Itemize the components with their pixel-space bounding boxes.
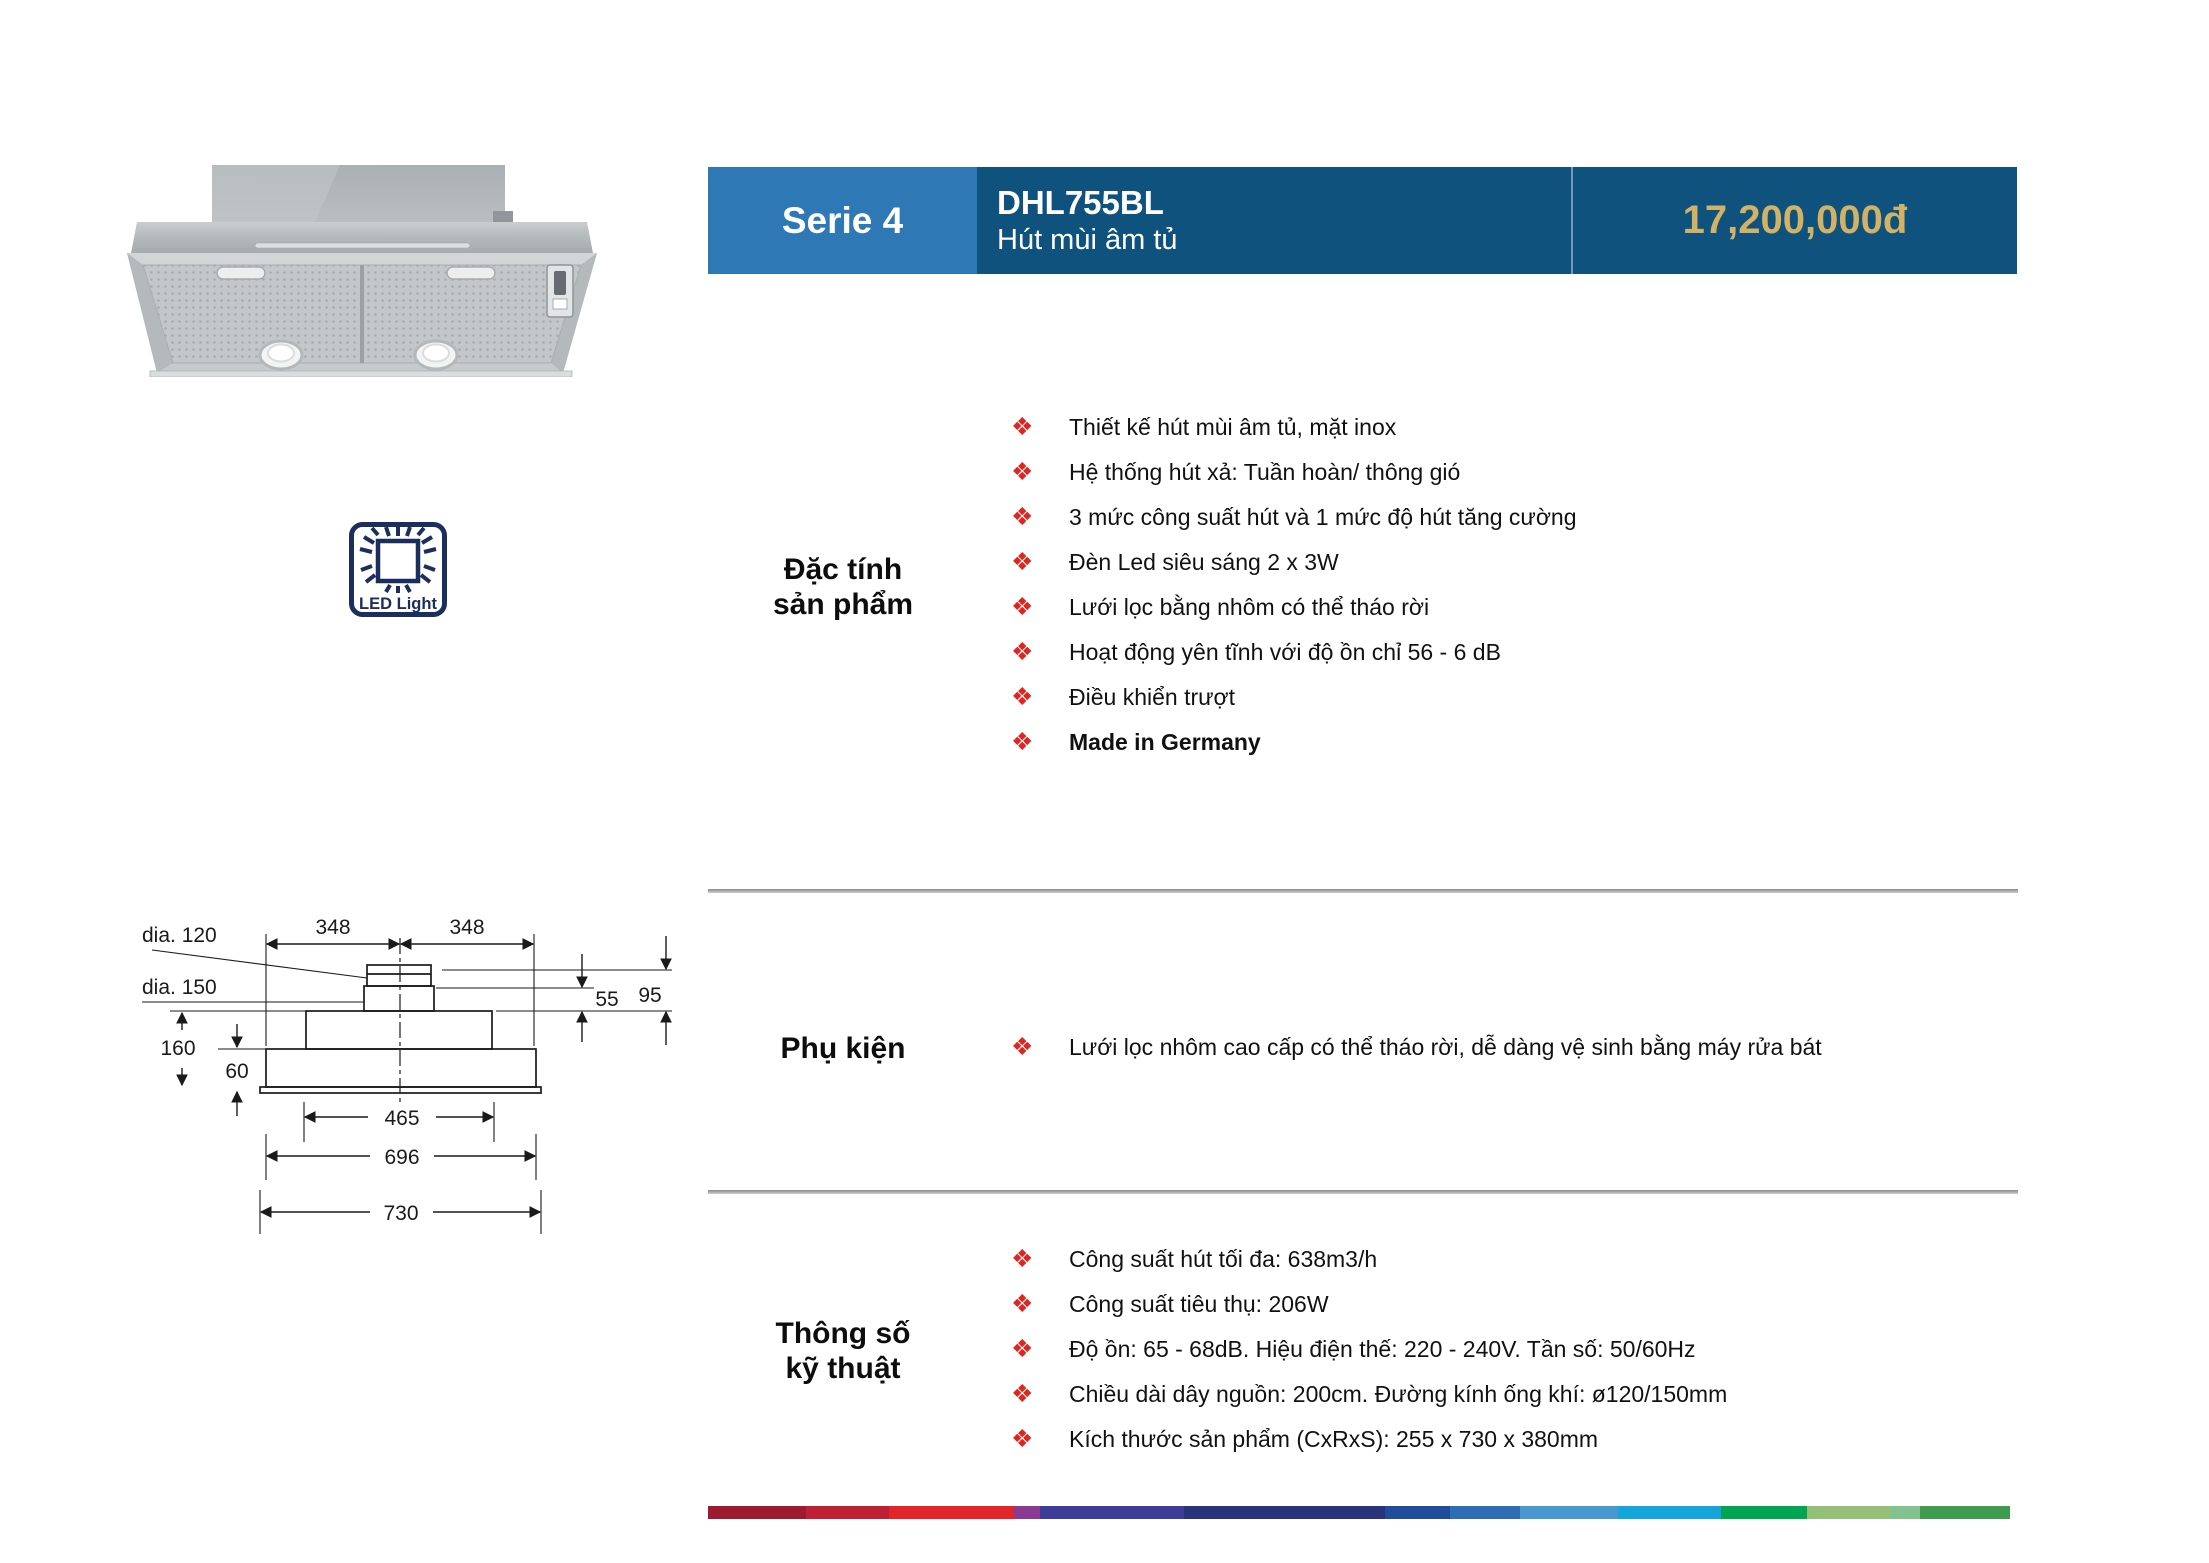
model-code: DHL755BL xyxy=(997,183,1164,221)
product-photo xyxy=(127,115,597,377)
footer-bar-segment xyxy=(1014,1506,1040,1519)
dim-348-right: 348 xyxy=(449,916,485,939)
dimension-drawing xyxy=(130,890,690,1260)
product-type: Hút mùi âm tủ xyxy=(997,223,1178,256)
features-section-title xyxy=(740,552,946,622)
dim-55: 55 xyxy=(595,988,619,1011)
footer-bar-segment xyxy=(806,1506,889,1519)
features-list xyxy=(1003,405,2033,765)
accessory-text: Lưới lọc nhôm cao cấp có thể tháo rời, dễ dàng vệ sinh bằng máy rửa bát xyxy=(1069,1034,1822,1060)
dim-160: 160 xyxy=(160,1037,196,1060)
footer-bar-segment xyxy=(1040,1506,1185,1519)
spec-text: Công suất hút tối đa: 638m3/h xyxy=(1069,1246,1378,1272)
feature-item xyxy=(1003,405,2033,450)
footer-bar-segment xyxy=(1721,1506,1807,1519)
spec-item xyxy=(1003,1417,2033,1462)
dimension-labels xyxy=(142,916,662,1225)
diamond-bullet-icon: ❖ xyxy=(1011,1245,1034,1273)
led-light-badge xyxy=(348,521,448,618)
dim-60: 60 xyxy=(225,1060,249,1083)
dimension-lines xyxy=(182,936,666,1212)
spec-item xyxy=(1003,1237,2033,1282)
feature-text: Hoạt động yên tĩnh với độ ồn chỉ 56 - 6 dB xyxy=(1069,639,1501,665)
diamond-bullet-icon: ❖ xyxy=(1011,593,1034,621)
spec-item xyxy=(1003,1282,2033,1327)
led-badge-label: LED Light xyxy=(359,595,437,613)
specs-section-title xyxy=(740,1316,946,1386)
feature-text: Made in Germany xyxy=(1069,729,1261,755)
diamond-bullet-icon: ❖ xyxy=(1011,1335,1034,1363)
diamond-bullet-icon: ❖ xyxy=(1011,728,1034,756)
footer-bar-segment xyxy=(1450,1506,1520,1519)
diamond-bullet-icon: ❖ xyxy=(1011,458,1034,486)
diamond-bullet-icon: ❖ xyxy=(1011,503,1034,531)
footer-gradient-bar xyxy=(708,1506,2010,1519)
footer-bar-segment xyxy=(1618,1506,1721,1519)
features-title-line2: sản phẩm xyxy=(772,588,914,621)
hood-filter-panel-icon xyxy=(127,253,597,377)
dim-dia120: dia. 120 xyxy=(142,924,217,947)
dim-696: 696 xyxy=(384,1146,420,1169)
dim-95: 95 xyxy=(638,984,662,1007)
diamond-bullet-icon: ❖ xyxy=(1011,1290,1034,1318)
footer-bar-segment xyxy=(1184,1506,1385,1519)
extension-lines xyxy=(142,934,672,1234)
price-block xyxy=(1571,167,2017,274)
spec-text: Kích thước sản phẩm (CxRxS): 255 x 730 x 380mm xyxy=(1069,1426,1599,1452)
feature-text: 3 mức công suất hút và 1 mức độ hút tăng cường xyxy=(1069,504,1577,530)
feature-item xyxy=(1003,720,2033,765)
diamond-bullet-icon: ❖ xyxy=(1011,548,1034,576)
footer-bar-segment xyxy=(1385,1506,1450,1519)
feature-item xyxy=(1003,630,2033,675)
specs-list xyxy=(1003,1237,2033,1462)
feature-item xyxy=(1003,450,2033,495)
feature-text: Đèn Led siêu sáng 2 x 3W xyxy=(1069,549,1339,575)
accessories-section-title xyxy=(740,1031,946,1066)
feature-text: Lưới lọc bằng nhôm có thể tháo rời xyxy=(1069,594,1430,620)
footer-bar-segment xyxy=(889,1506,1014,1519)
dim-730: 730 xyxy=(383,1202,419,1225)
section-divider xyxy=(708,889,2018,893)
diamond-bullet-icon: ❖ xyxy=(1011,1380,1034,1408)
feature-item xyxy=(1003,585,2033,630)
price-value: 17,200,000đ xyxy=(1682,198,1908,242)
model-block xyxy=(977,167,1571,274)
footer-bar-segment xyxy=(708,1506,806,1519)
diamond-bullet-icon: ❖ xyxy=(1011,683,1034,711)
spec-item xyxy=(1003,1327,2033,1372)
feature-item xyxy=(1003,540,2033,585)
feature-text: Hệ thống hút xả: Tuần hoàn/ thông gió xyxy=(1069,459,1461,485)
spec-text: Độ ồn: 65 - 68dB. Hiệu điện thế: 220 - 240V. Tần số: 50/60Hz xyxy=(1069,1336,1696,1362)
feature-item xyxy=(1003,495,2033,540)
accessory-item xyxy=(1003,1025,2033,1070)
diamond-bullet-icon: ❖ xyxy=(1011,413,1034,441)
features-title-line1: Đặc tính xyxy=(783,553,903,586)
feature-text: Điều khiển trượt xyxy=(1069,684,1235,710)
accessories-title: Phụ kiện xyxy=(780,1032,906,1065)
spec-text: Chiều dài dây nguồn: 200cm. Đường kính ống khí: ø120/150mm xyxy=(1069,1381,1728,1407)
series-label: Serie 4 xyxy=(781,199,904,241)
hood-chimney-icon xyxy=(212,165,505,222)
footer-bar-segment xyxy=(1807,1506,1890,1519)
footer-bar-segment xyxy=(1920,1506,2010,1519)
specs-title-line1: Thông số xyxy=(775,1317,911,1350)
feature-item xyxy=(1003,675,2033,720)
lamp-icon xyxy=(260,341,302,369)
dim-465: 465 xyxy=(384,1107,420,1130)
diamond-bullet-icon: ❖ xyxy=(1011,638,1034,666)
footer-bar-segment xyxy=(1520,1506,1618,1519)
led-lamp-square-icon xyxy=(378,541,418,581)
footer-bar-segment xyxy=(1890,1506,1920,1519)
spec-text: Công suất tiêu thụ: 206W xyxy=(1069,1291,1329,1317)
feature-text: Thiết kế hút mùi âm tủ, mặt inox xyxy=(1069,414,1397,440)
series-badge xyxy=(708,167,977,274)
accessories-list xyxy=(1003,1025,2033,1070)
dim-dia150: dia. 150 xyxy=(142,976,217,999)
diamond-bullet-icon: ❖ xyxy=(1011,1425,1034,1453)
lamp-icon xyxy=(415,341,457,369)
spec-item xyxy=(1003,1372,2033,1417)
specs-title-line2: kỹ thuật xyxy=(785,1352,901,1385)
diamond-bullet-icon: ❖ xyxy=(1011,1033,1034,1061)
dim-348-left: 348 xyxy=(315,916,351,939)
section-divider xyxy=(708,1190,2018,1194)
header-bar xyxy=(708,167,2017,274)
slider-control-icon xyxy=(547,265,573,317)
